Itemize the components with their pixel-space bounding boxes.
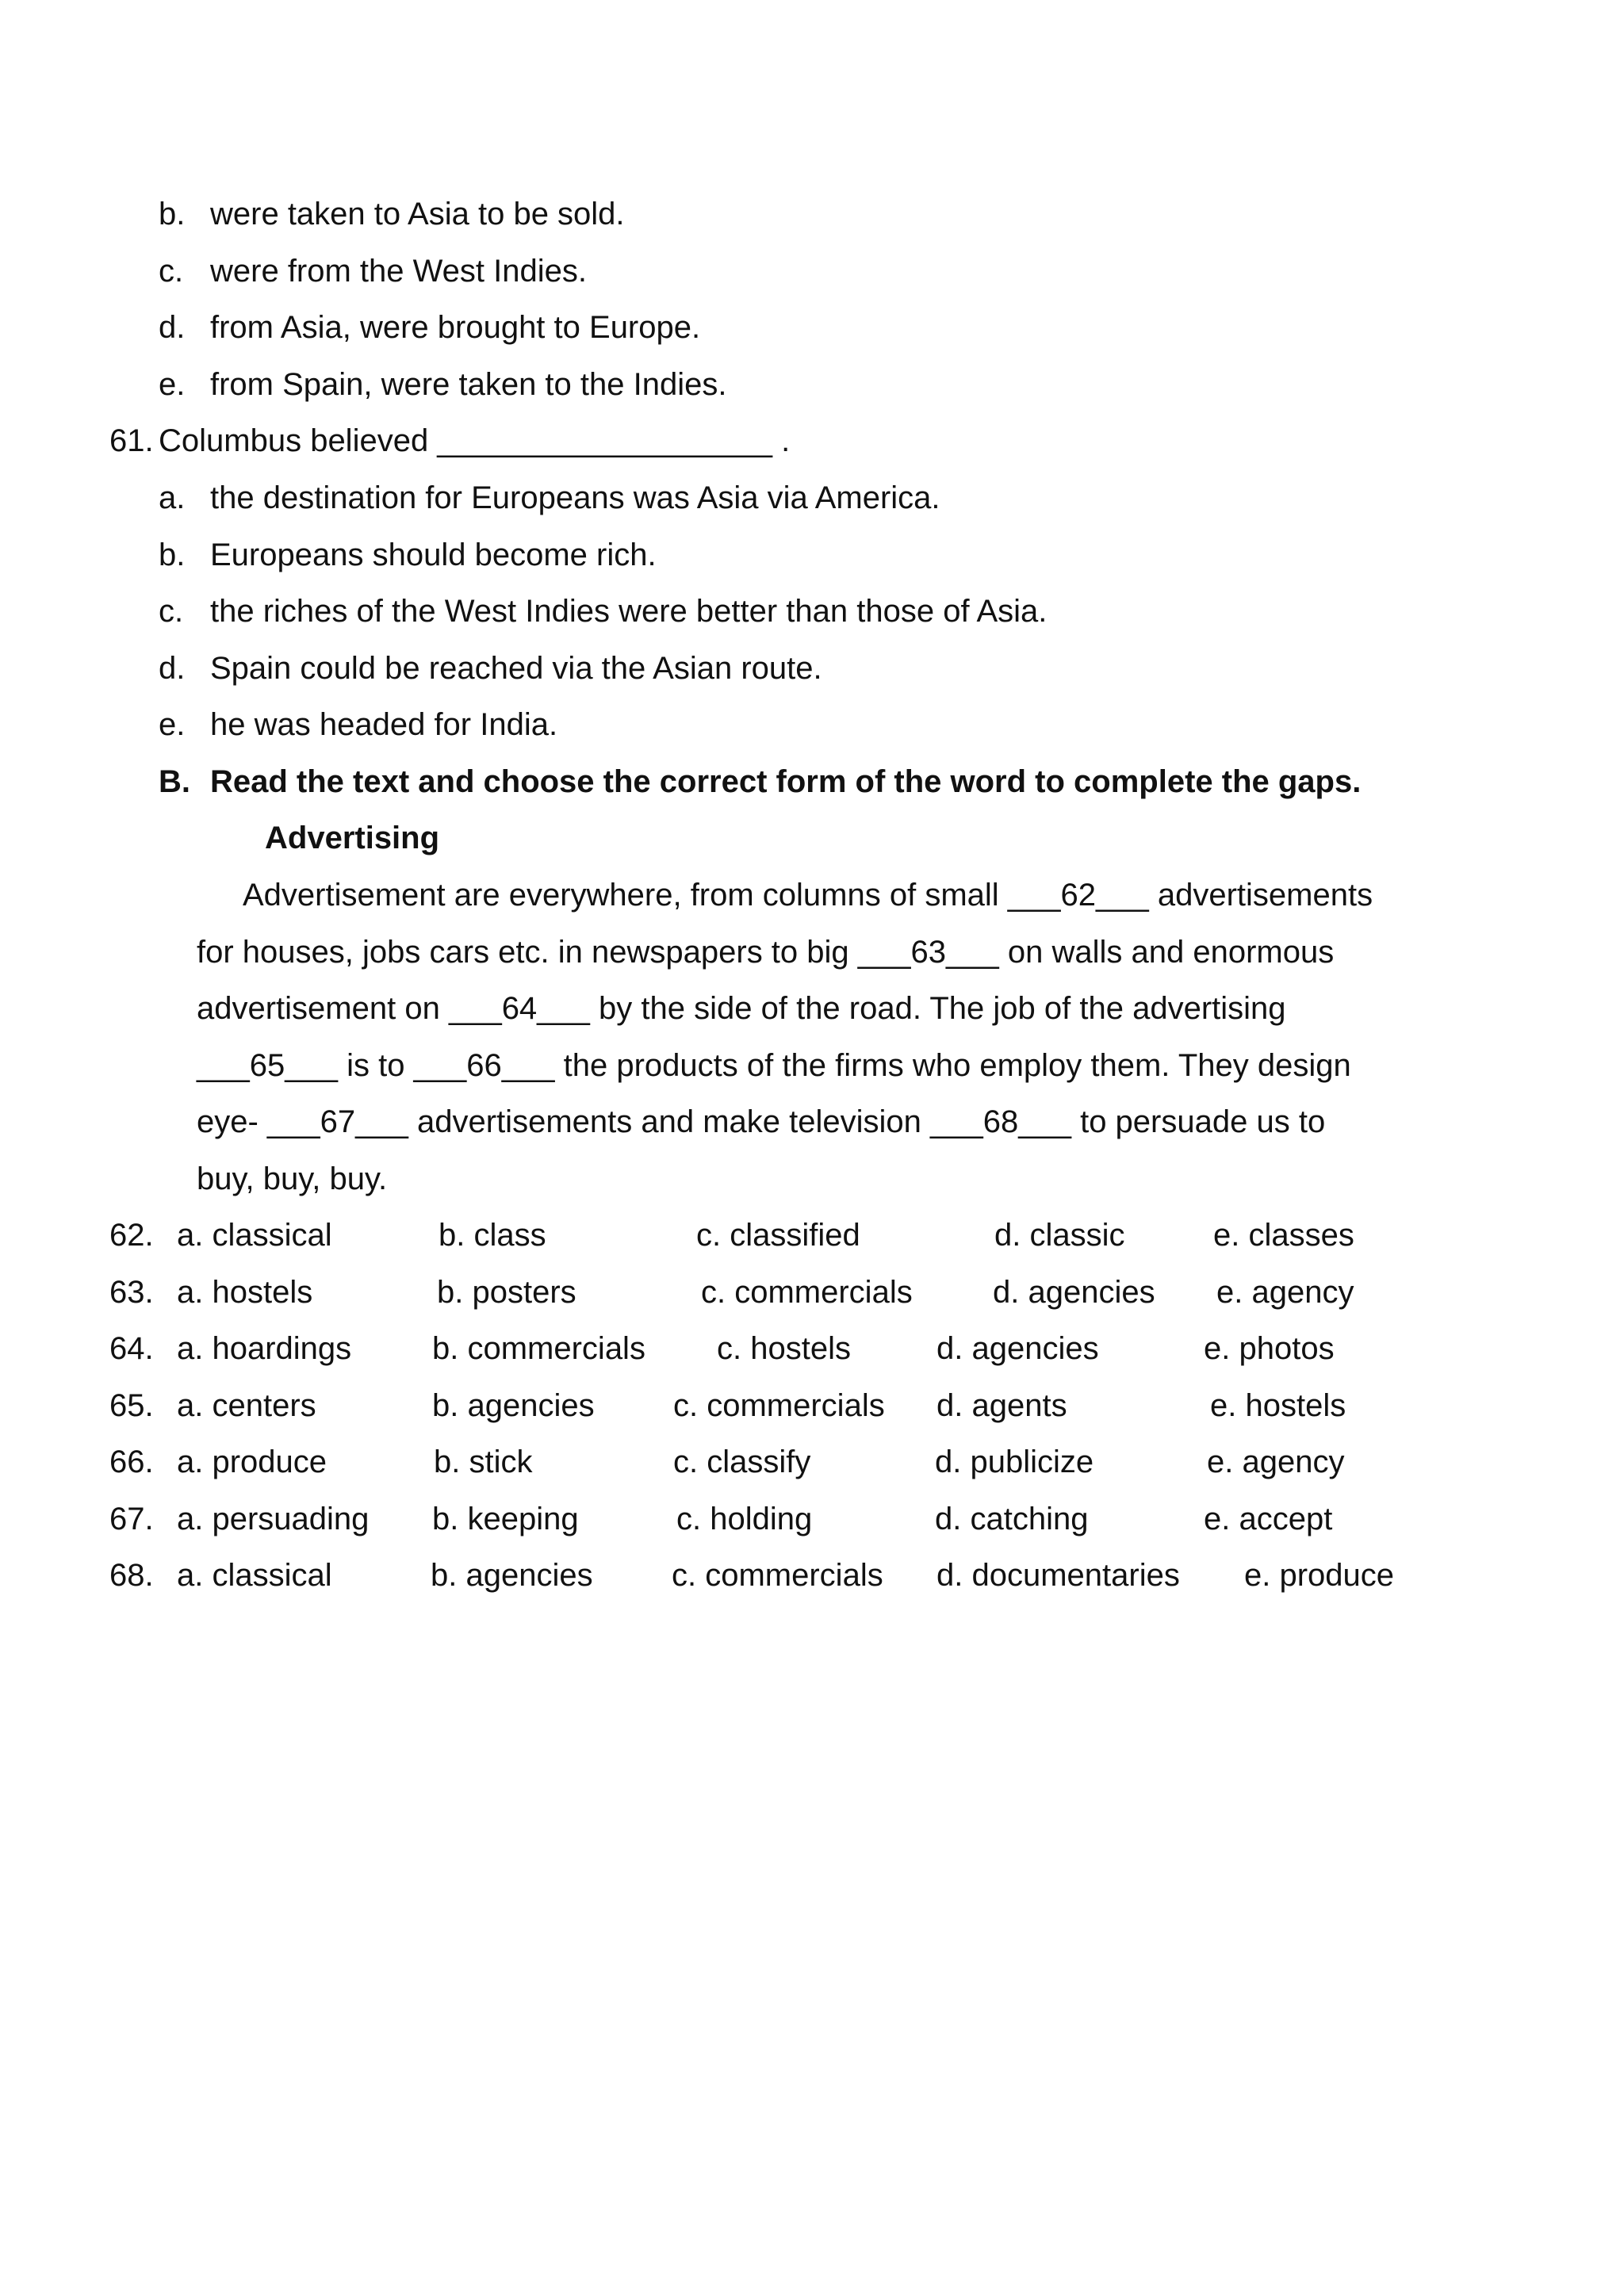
question-number: 67. — [109, 1502, 154, 1536]
section-letter: B. — [159, 764, 190, 799]
choice-d: d. agencies — [993, 1275, 1155, 1310]
choice-a: a. classical — [177, 1218, 332, 1253]
choice-e: e. agency — [1207, 1445, 1345, 1479]
passage-title: Advertising — [265, 821, 440, 855]
option-text: Europeans should become rich. — [210, 538, 657, 572]
option-letter: e. — [159, 367, 186, 402]
choice-c: c. holding — [676, 1502, 813, 1536]
choice-a: a. hoardings — [177, 1331, 352, 1366]
option-text: from Spain, were taken to the Indies. — [210, 367, 727, 402]
question-number: 65. — [109, 1388, 154, 1423]
choice-d: d. classic — [994, 1218, 1125, 1253]
option-letter: c. — [159, 254, 184, 289]
choice-e: e. hostels — [1210, 1388, 1346, 1423]
option-text: he was headed for India. — [210, 707, 558, 742]
choice-a: a. hostels — [177, 1275, 313, 1310]
choice-d: d. documentaries — [936, 1558, 1180, 1593]
choice-b: b. agencies — [432, 1388, 595, 1423]
choice-e: e. accept — [1204, 1502, 1333, 1536]
choice-a: a. classical — [177, 1558, 332, 1593]
option-text: Spain could be reached via the Asian route. — [210, 651, 822, 686]
option-text: were taken to Asia to be sold. — [210, 197, 625, 232]
question-stem: Columbus believed ___________________ . — [159, 423, 791, 458]
choice-d: d. agents — [936, 1388, 1067, 1423]
option-text: were from the West Indies. — [210, 254, 587, 289]
option-letter: b. — [159, 538, 186, 572]
option-letter: a. — [159, 480, 186, 515]
passage-line: Advertisement are everywhere, from columns of small ___62___ advertisements — [243, 878, 1373, 913]
option-letter: d. — [159, 310, 186, 345]
choice-d: d. publicize — [935, 1445, 1094, 1479]
passage-line: for houses, jobs cars etc. in newspapers to big ___63___ on walls and enormous — [197, 935, 1335, 970]
question-number: 62. — [109, 1218, 154, 1253]
question-number: 63. — [109, 1275, 154, 1310]
choice-a: a. produce — [177, 1445, 327, 1479]
choice-b: b. agencies — [431, 1558, 593, 1593]
choice-a: a. persuading — [177, 1502, 370, 1536]
passage-line: eye- ___67___ advertisements and make television ___68___ to persuade us to — [197, 1104, 1326, 1139]
choice-e: e. agency — [1216, 1275, 1354, 1310]
choice-e: e. produce — [1244, 1558, 1395, 1593]
option-text: the riches of the West Indies were better than those of Asia. — [210, 594, 1048, 629]
choice-d: d. agencies — [936, 1331, 1099, 1366]
question-number: 68. — [109, 1558, 154, 1593]
question-number: 64. — [109, 1331, 154, 1366]
choice-c: c. hostels — [717, 1331, 851, 1366]
choice-c: c. classify — [673, 1445, 811, 1479]
choice-b: b. class — [439, 1218, 546, 1253]
choice-b: b. posters — [437, 1275, 576, 1310]
option-letter: c. — [159, 594, 184, 629]
choice-b: b. commercials — [432, 1331, 645, 1366]
option-text: the destination for Europeans was Asia via America. — [210, 480, 940, 515]
option-text: from Asia, were brought to Europe. — [210, 310, 701, 345]
choice-a: a. centers — [177, 1388, 316, 1423]
option-letter: e. — [159, 707, 186, 742]
question-number: 66. — [109, 1445, 154, 1479]
choice-c: c. classified — [696, 1218, 860, 1253]
choice-c: c. commercials — [701, 1275, 913, 1310]
passage-line: ___65___ is to ___66___ the products of the firms who employ them. They design — [197, 1048, 1351, 1083]
choice-c: c. commercials — [673, 1388, 885, 1423]
choice-e: e. classes — [1213, 1218, 1354, 1253]
choice-e: e. photos — [1204, 1331, 1335, 1366]
option-letter: d. — [159, 651, 186, 686]
option-letter: b. — [159, 197, 186, 232]
passage-line: buy, buy, buy. — [197, 1161, 388, 1196]
choice-c: c. commercials — [672, 1558, 883, 1593]
choice-d: d. catching — [935, 1502, 1089, 1536]
choice-b: b. keeping — [432, 1502, 579, 1536]
section-instruction: Read the text and choose the correct form of the word to complete the gaps. — [210, 764, 1362, 799]
passage-line: advertisement on ___64___ by the side of the road. The job of the advertising — [197, 991, 1286, 1026]
choice-b: b. stick — [434, 1445, 533, 1479]
question-number: 61. — [109, 423, 154, 458]
